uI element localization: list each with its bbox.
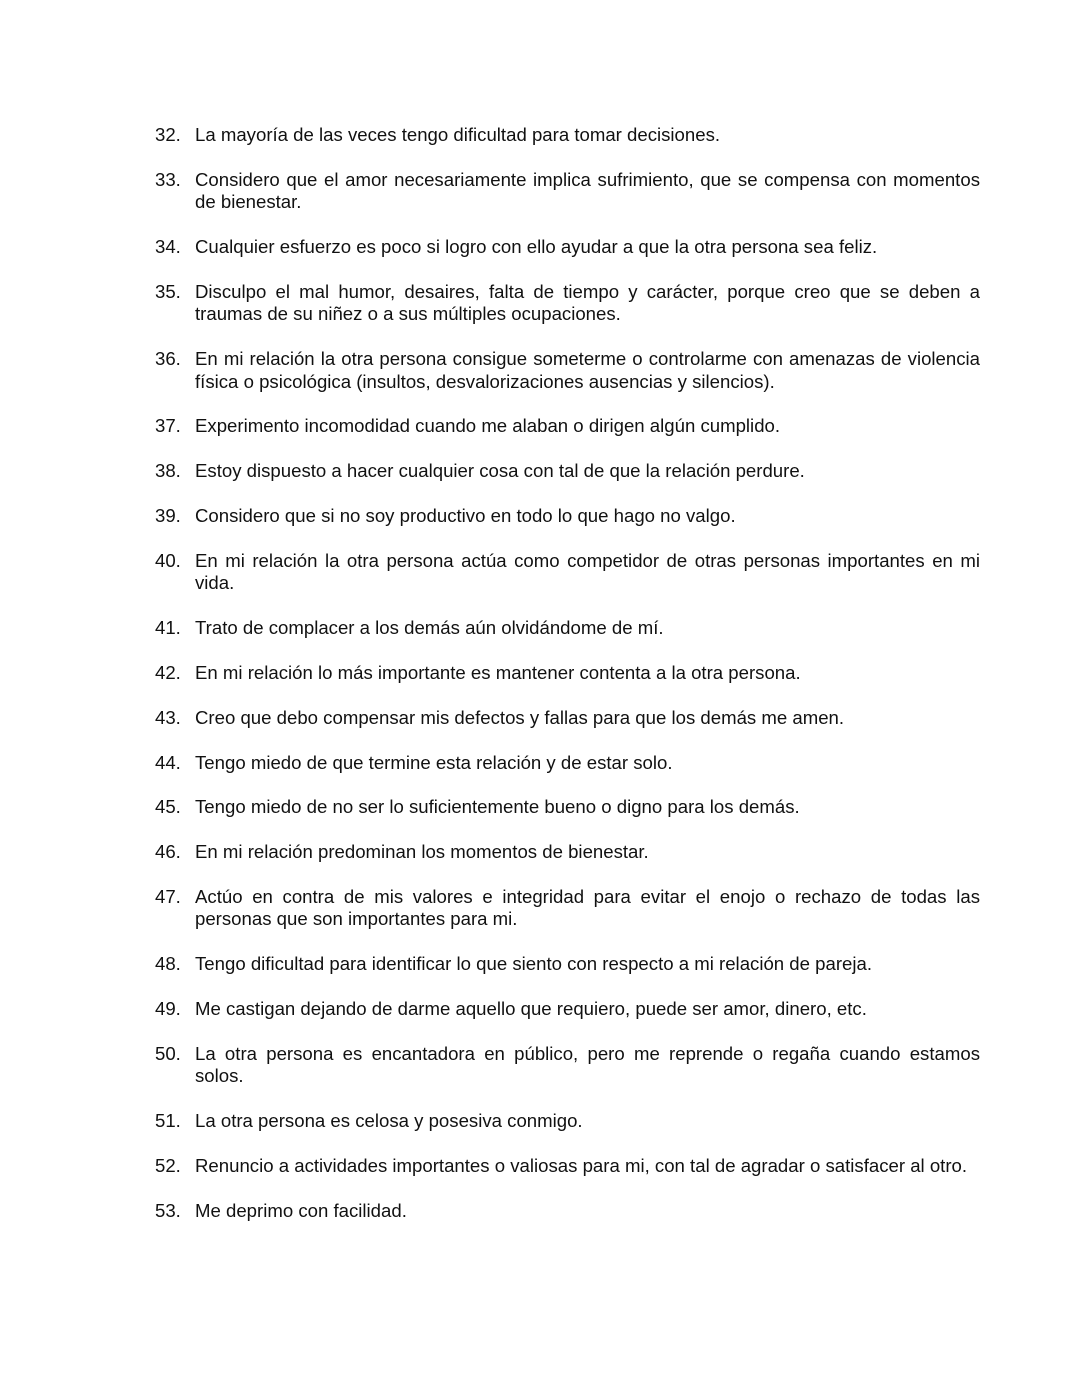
- item-text: Me deprimo con facilidad.: [195, 1199, 407, 1221]
- item-number: 42.: [155, 661, 181, 683]
- item-number: 52.: [155, 1154, 181, 1176]
- item-text: La mayoría de las veces tengo dificultad para tomar decisiones.: [195, 124, 721, 145]
- item-number: 45.: [155, 796, 181, 818]
- item-text: Experimento incomodidad cuando me alaban o dirigen algún cumplido.: [195, 415, 781, 437]
- item-text: La otra persona es encantadora en público, pero me reprende o regaña cuando estamos solos.: [195, 1042, 980, 1087]
- item-number: 44.: [155, 751, 181, 773]
- list-item: [155, 236, 980, 259]
- questionnaire-list: [155, 124, 980, 1245]
- item-text: Tengo miedo de que termine esta relación y de estar solo.: [195, 751, 673, 773]
- item-text: Actúo en contra de mis valores e integridad para evitar el enojo o rechazo de todas las personas que son importantes para mi.: [195, 885, 980, 930]
- item-number: 48.: [155, 953, 181, 975]
- list-item: [155, 1043, 980, 1088]
- item-text: Considero que si no soy productivo en todo lo que hago no valgo.: [195, 505, 736, 527]
- item-text: Creo que debo compensar mis defectos y fallas para que los demás me amen.: [195, 706, 845, 728]
- item-text: Renuncio a actividades importantes o valiosas para mi, con tal de agradar o satisfacer al otro.: [195, 1154, 968, 1176]
- list-item: [155, 348, 980, 393]
- list-item: [155, 662, 980, 685]
- list-item: [155, 752, 980, 775]
- list-item: [155, 953, 980, 976]
- list-item: [155, 124, 980, 147]
- item-number: 49.: [155, 998, 181, 1020]
- item-number: 53.: [155, 1199, 181, 1221]
- list-item: [155, 998, 980, 1021]
- list-item: [155, 1155, 980, 1178]
- item-number: 47.: [155, 885, 181, 907]
- item-number: 37.: [155, 415, 181, 437]
- item-text: Estoy dispuesto a hacer cualquier cosa con tal de que la relación perdure.: [195, 460, 805, 482]
- item-number: 36.: [155, 348, 181, 370]
- list-item: [155, 169, 980, 214]
- item-number: 39.: [155, 505, 181, 527]
- list-item: [155, 460, 980, 483]
- item-text: Cualquier esfuerzo es poco si logro con ello ayudar a que la otra persona sea feliz.: [195, 236, 878, 258]
- item-text: Trato de complacer a los demás aún olvidándome de mí.: [195, 617, 664, 639]
- list-item: [155, 841, 980, 864]
- item-number: 33.: [155, 168, 181, 190]
- item-text: Disculpo el mal humor, desaires, falta de tiempo y carácter, porque creo que se deben a traumas de su niñez o a sus múltiples ocupaciones.: [195, 280, 980, 325]
- list-item: [155, 1200, 980, 1223]
- item-text: En mi relación la otra persona consigue someterme o controlarme con amenazas de violencia física o psicológica (insultos, desvalorizaciones ausencias y silencios).: [195, 348, 980, 392]
- item-text: Considero que el amor necesariamente implica sufrimiento, que se compensa con momentos de bienestar.: [195, 168, 980, 213]
- list-item: [155, 796, 980, 819]
- item-number: 38.: [155, 460, 181, 482]
- item-text: La otra persona es celosa y posesiva conmigo.: [195, 1110, 583, 1132]
- list-item: [155, 281, 980, 326]
- item-number: 34.: [155, 236, 181, 258]
- list-item: [155, 707, 980, 730]
- item-number: 50.: [155, 1042, 181, 1064]
- list-item: [155, 617, 980, 640]
- item-text: En mi relación lo más importante es mantener contenta a la otra persona.: [195, 661, 801, 683]
- item-number: 51.: [155, 1110, 181, 1132]
- list-item: [155, 886, 980, 931]
- item-number: 35.: [155, 280, 181, 302]
- list-item: [155, 1110, 980, 1133]
- item-number: 43.: [155, 706, 181, 728]
- list-item: [155, 415, 980, 438]
- item-number: 46.: [155, 841, 181, 863]
- item-number: 40.: [155, 549, 181, 571]
- list-item: [155, 505, 980, 528]
- item-number: 32.: [155, 124, 181, 145]
- item-text: Tengo miedo de no ser lo suficientemente bueno o digno para los demás.: [195, 796, 800, 818]
- list-item: [155, 550, 980, 595]
- item-number: 41.: [155, 617, 181, 639]
- item-text: Me castigan dejando de darme aquello que requiero, puede ser amor, dinero, etc.: [195, 998, 867, 1020]
- item-text: Tengo dificultad para identificar lo que siento con respecto a mi relación de pareja.: [195, 953, 873, 975]
- item-text: En mi relación la otra persona actúa como competidor de otras personas importantes en mi vida.: [195, 549, 980, 594]
- item-text: En mi relación predominan los momentos de bienestar.: [195, 841, 649, 863]
